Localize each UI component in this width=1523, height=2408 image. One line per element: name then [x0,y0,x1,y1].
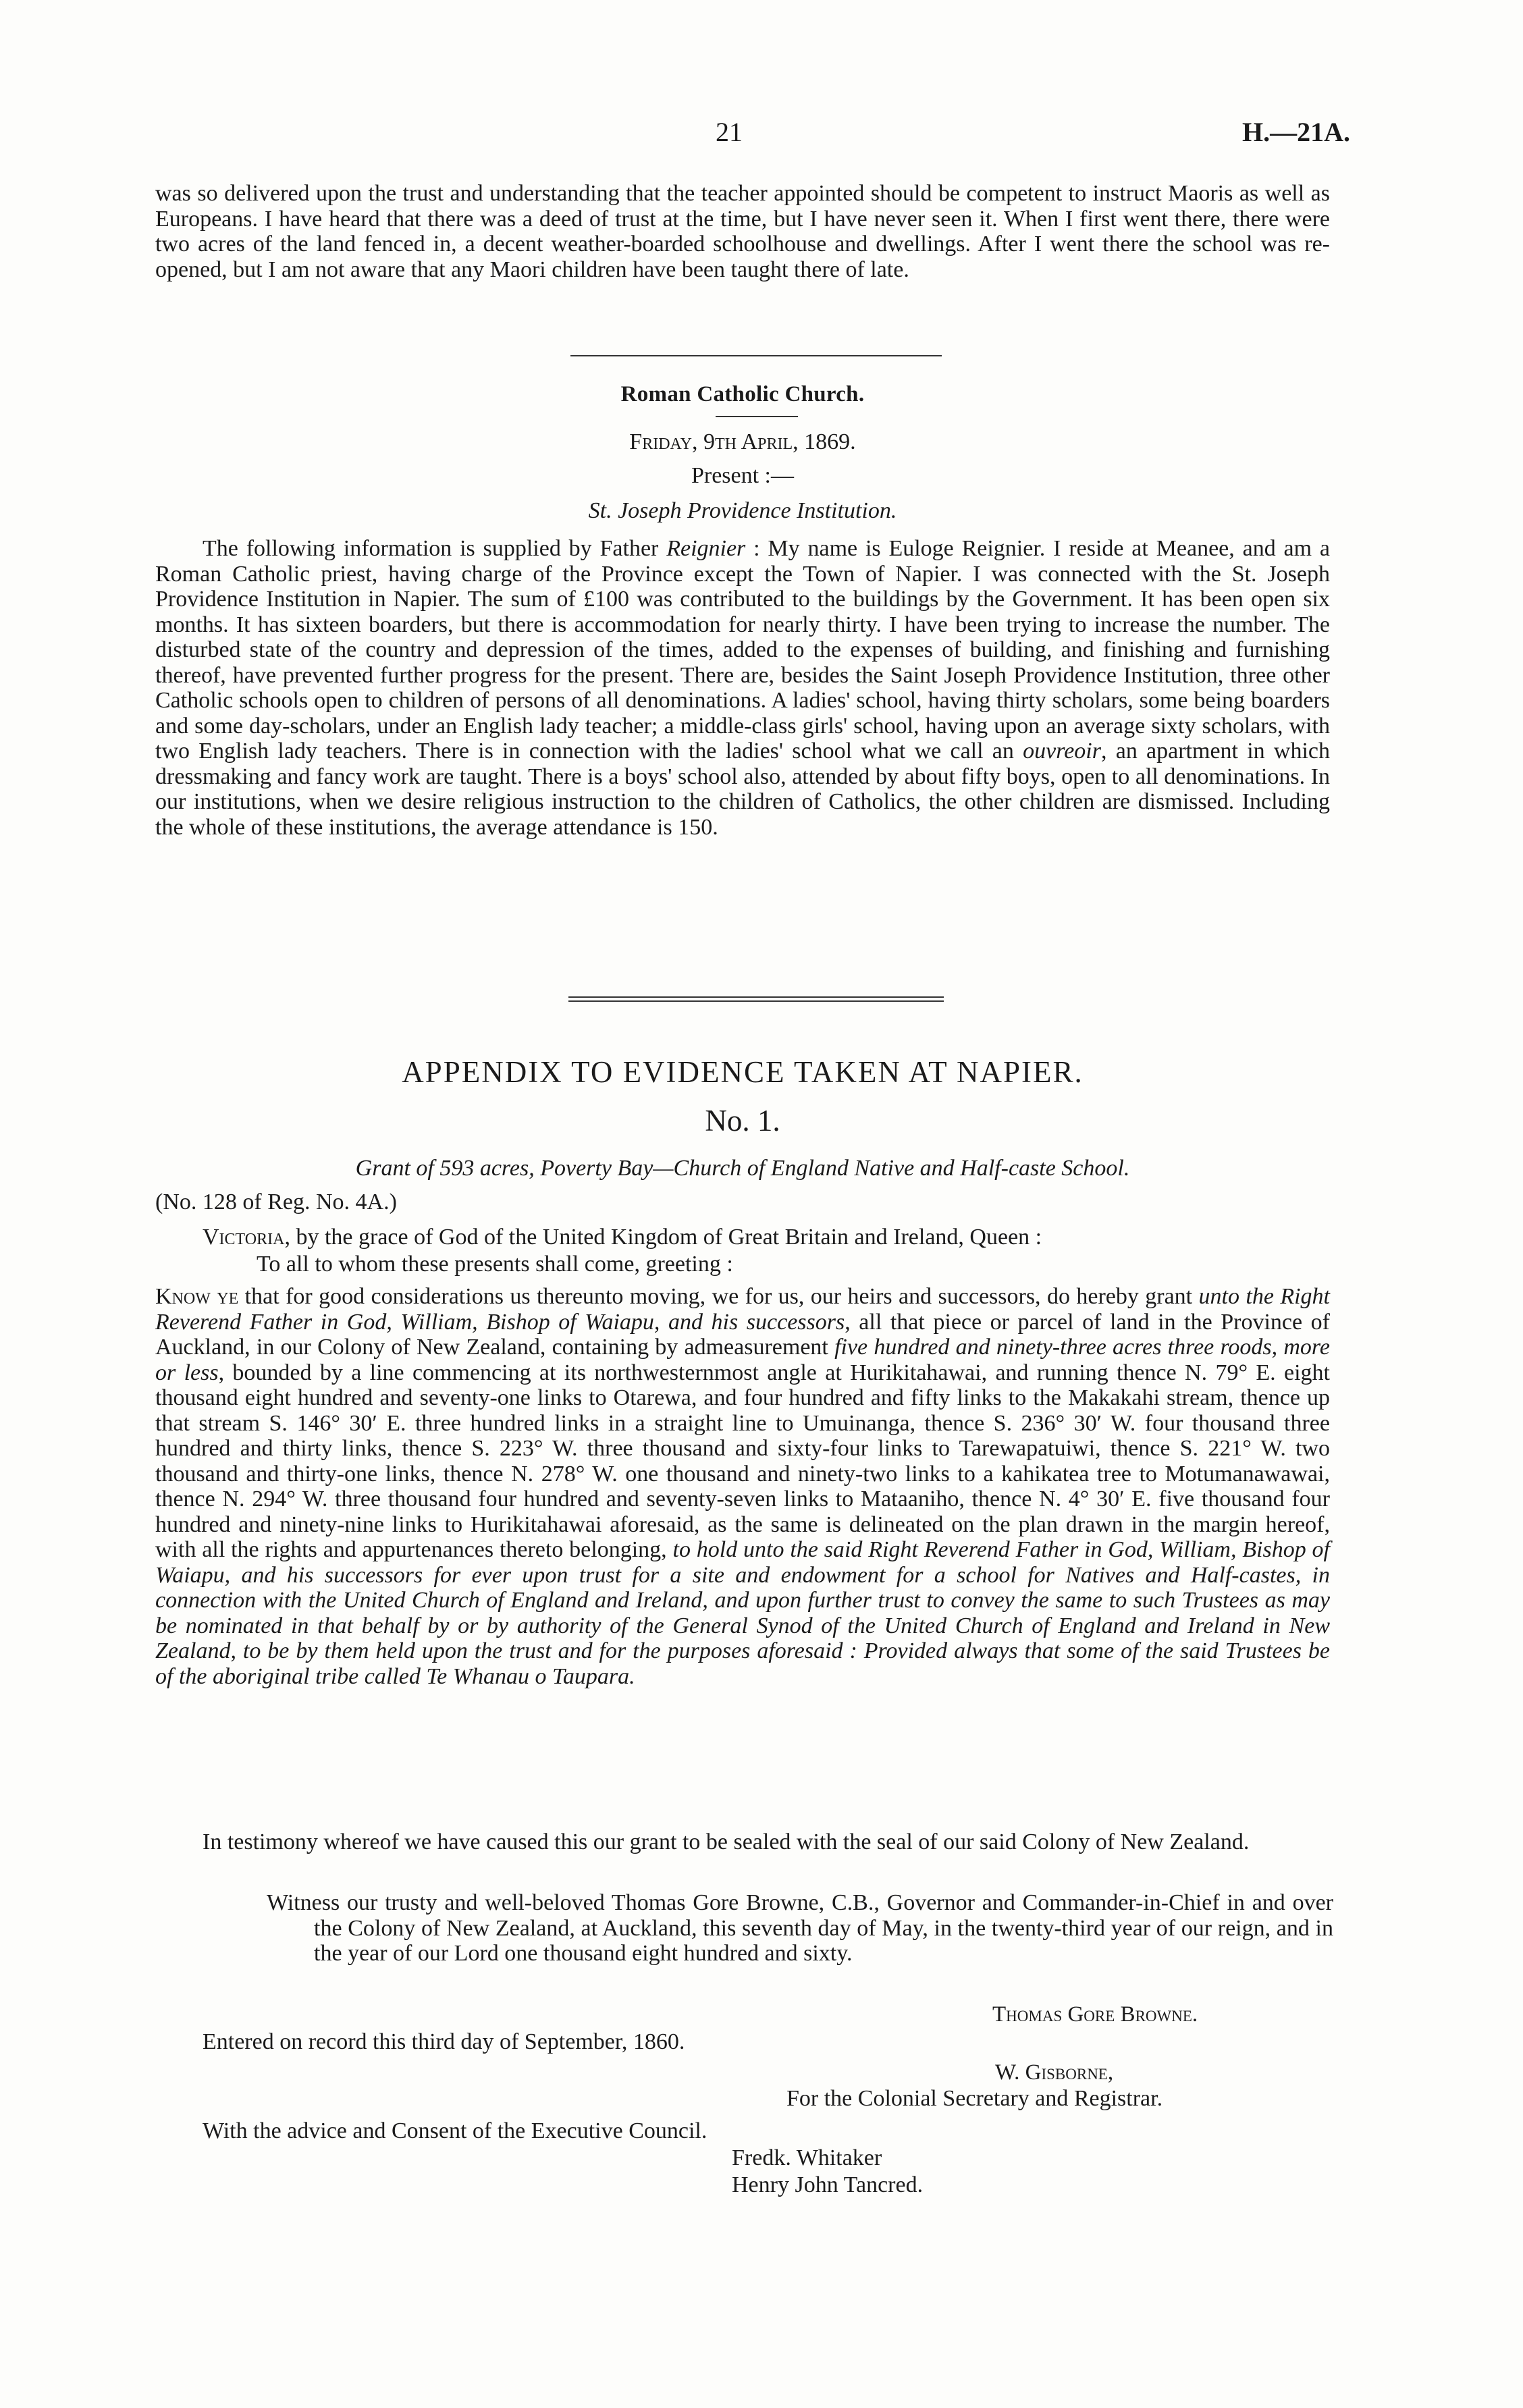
rc-body-text-2: , an apartment in which dressmaking and fancy work are taught. There is a boys' school also, attended by about fifty boys, open to all denominations. In our institutions, when we desire religious instruction to the children of Catholics, the other children are dismissed. Including the whole of these institutions, the average attendance is 150. [155,739,1330,840]
rc-evidence-paragraph [155,536,1330,840]
grant-italic-2: five hundred and ninety-three acres three roods, more or less [155,1335,1330,1385]
document-code: H.—21A. [1242,117,1350,147]
section-title: Roman Catholic Church. [620,382,865,406]
rc-body-text-1: My name is Euloge Reignier. I reside at Meanee, and am a Roman Catholic priest, having charge of the Province except the Town of Napier. I was connected with the St. Joseph Providence Institution in Napier. The sum of £100 was contributed to the buildings by the Government. It has been open six months. It has sixteen boarders, but there is accommodation for nearly thirty. I have been trying to increase the number. The disturbed state of the country and depression of the times, added to the expenses of building, and finishing and furnishing thereof, have prevented further progress for the present. There are, besides the Saint Joseph Providence Institution, three other Catholic schools open to children of persons of all denominations. A ladies' school, having thirty scholars, some being boarders and some day-scholars, under an English lady teacher; a middle-class girls' school, having upon an average sixty scholars, with two English lady teachers. There is in connection with the ladies' school what we call an [155,536,1330,764]
intro-paragraph: was so delivered upon the trust and understanding that the teacher appointed should be competent to instruct Maoris as well as Europeans. I have heard that there was a deed of trust at the time, but I have never seen it. When I first went there, there were two acres of the land fenced in, a decent weather-boarded schoolhouse and dwellings. After I went there the school was re-opened, but I am not aware that any Maori children have been taught there of late. [155,181,1330,282]
greeting-line: To all to whom these presents shall come, greeting : [257,1252,733,1277]
executive-council-line: With the advice and Consent of the Executive Council. [203,2118,707,2143]
grant-text-3: , bounded by a line commencing at its northwesternmost angle at Hurikitahawai, and running thence N. 79° E. eight thousand eight hundred and seventy-one links to Otarewa, and four hundred and fifty links to the Makakahi stream, thence up that stream S. 146° 30′ E. three hundred links in a straight line to Umuinanga, thence S. 236° 30′ W. four thousand three hundred and thirty links, thence S. 223° W. three thousand and sixty-four links to Tarewapatuiwi, thence S. 221° W. two thousand and thirty-one links, thence N. 278° W. one thousand and ninety-two links to a kahikatea tree to Motumanawawai, thence N. 294° W. three thousand four hundred and seventy-seven links to Mataaniho, thence N. 4° 30′ E. five thousand four hundred and ninety-nine links to Hurikitahawai aforesaid, as the same is delineated on the plan drawn in the margin hereof, with all the rights and appurtenances thereto belonging, [155,1360,1330,1562]
present-label: Present :— [691,463,795,488]
victoria-line [155,1225,1330,1250]
entered-on-record: Entered on record this third day of September, 1860. [203,2029,685,2054]
signature-gisborne: W. Gisborne, [995,2060,1114,2085]
signature-whitaker: Fredk. Whitaker [732,2145,882,2170]
grant-text-1: that for good considerations us thereunto moving, we for us, our heirs and successors, do hereby grant [238,1284,1199,1309]
signature-governor: Thomas Gore Browne. [992,2002,1198,2027]
title-underline [716,416,798,417]
appendix-title: APPENDIX TO EVIDENCE TAKEN AT NAPIER. [402,1055,1084,1089]
rc-body-name: Reignier [666,536,746,561]
rc-body-lead: The following information is supplied by Father [203,536,667,561]
grant-title: Grant of 593 acres, Poverty Bay—Church of England Native and Half-caste School. [355,1156,1130,1181]
meeting-date: Friday, 9th April, 1869. [629,429,856,454]
rc-body-colon: : [745,536,760,561]
institution-name: St. Joseph Providence Institution. [588,498,897,523]
page-number: 21 [716,117,743,147]
grant-italic-1: unto the Right Reverend Father in God, William, Bishop of Waiapu, and his successors [155,1284,1331,1335]
rc-body-term: ouvreoir [1023,739,1101,764]
appendix-number: No. 1. [705,1104,780,1138]
victoria-rest: , by the grace of God of the United Kingdom of Great Britain and Ireland, Queen : [284,1225,1042,1250]
grant-body-paragraph [155,1284,1330,1689]
section-divider [570,355,942,356]
grant-italic-3: to hold unto the said Right Reverend Father in God, William, Bishop of Waiapu, and his successors for ever upon trust for a site and endowment for a school for Natives and Half-castes, in connection with the United Church of England and Ireland, and upon further trust to convey the same to such Trustees as may be nominated in that behalf by or by authority of the General Synod of the United Church of England and Ireland in New Zealand, to be by them held upon the trust and for the purposes aforesaid : Provided always that some of the said Trustees be of the aboriginal tribe called Te Whanau o Taupara. [155,1537,1331,1689]
signature-tancred: Henry John Tancred. [732,2172,924,2197]
grant-text-2: , all that piece or parcel of land in the Province of Auckland, in our Colony of New Zealand, containing by admeasurement [155,1309,1330,1360]
witness-paragraph: Witness our trusty and well-beloved Thomas Gore Browne, C.B., Governor and Commander-in-Chief in and over the Colony of New Zealand, at Auckland, this seventh day of May, in the twenty-third year of our reign, and in the year of our Lord one thousand eight hundred and sixty. [267,1890,1333,1966]
know-ye: Know ye [155,1284,239,1309]
registration-note: (No. 128 of Reg. No. 4A.) [155,1189,397,1214]
testimony-paragraph: In testimony whereof we have caused this our grant to be sealed with the seal of our said Colony of New Zealand. [203,1829,1250,1854]
colonial-secretary-line: For the Colonial Secretary and Registrar. [786,2086,1163,2111]
double-rule-divider [568,996,944,1002]
victoria-word: Victoria [203,1225,285,1250]
